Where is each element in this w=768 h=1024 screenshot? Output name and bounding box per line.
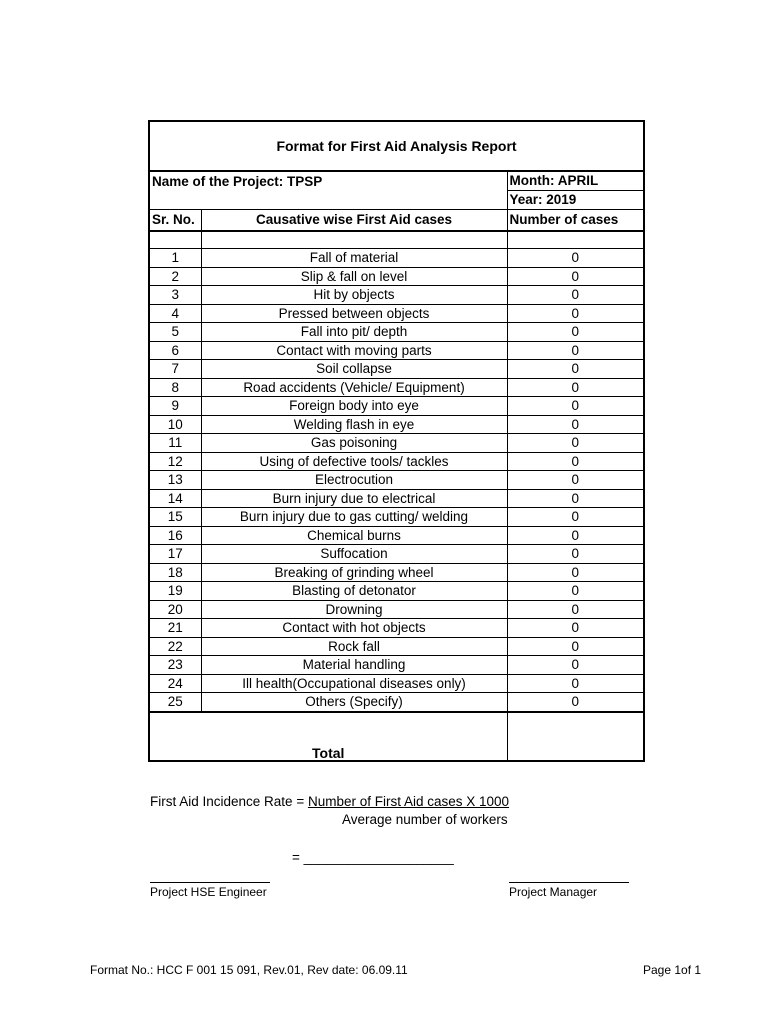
row-cause: Burn injury due to gas cutting/ welding — [201, 508, 507, 527]
row-cause: Soil collapse — [201, 360, 507, 379]
table-row — [149, 249, 644, 268]
row-count: 0 — [507, 323, 644, 342]
total-row — [149, 712, 644, 761]
incidence-rate-formula — [150, 794, 509, 809]
report-month: Month: APRIL — [507, 171, 644, 191]
row-count: 0 — [507, 600, 644, 619]
row-count: 0 — [507, 545, 644, 564]
row-sr-no: 23 — [149, 656, 201, 675]
table-row — [149, 341, 644, 360]
row-sr-no: 24 — [149, 674, 201, 693]
row-cause: Fall of material — [201, 249, 507, 268]
total-label: Total — [149, 712, 507, 761]
row-count: 0 — [507, 582, 644, 601]
row-count: 0 — [507, 693, 644, 712]
table-row — [149, 489, 644, 508]
report-year: Year: 2019 — [507, 191, 644, 210]
row-count: 0 — [507, 508, 644, 527]
row-count: 0 — [507, 674, 644, 693]
format-number: Format No.: HCC F 001 15 091, Rev.01, Rev date: 06.09.11 — [90, 963, 408, 977]
row-sr-no: 21 — [149, 619, 201, 638]
row-cause: Others (Specify) — [201, 693, 507, 712]
row-count: 0 — [507, 304, 644, 323]
row-sr-no: 16 — [149, 526, 201, 545]
first-aid-report-table — [148, 120, 645, 762]
table-row — [149, 267, 644, 286]
row-count: 0 — [507, 378, 644, 397]
hse-signature-line — [150, 882, 270, 883]
row-count: 0 — [507, 397, 644, 416]
row-sr-no: 3 — [149, 286, 201, 305]
row-count: 0 — [507, 415, 644, 434]
row-sr-no: 15 — [149, 508, 201, 527]
table-row — [149, 619, 644, 638]
table-row — [149, 434, 644, 453]
header-sr-no: Sr. No. — [149, 210, 201, 232]
report-title: Format for First Aid Analysis Report — [149, 121, 644, 171]
page-number: Page 1of 1 — [643, 963, 702, 977]
table-row — [149, 582, 644, 601]
table-row — [149, 471, 644, 490]
table-row — [149, 360, 644, 379]
project-manager-label: Project Manager — [509, 885, 598, 899]
row-sr-no: 4 — [149, 304, 201, 323]
row-count: 0 — [507, 489, 644, 508]
row-cause: Rock fall — [201, 637, 507, 656]
formula-denominator: Average number of workers — [342, 812, 508, 827]
row-count: 0 — [507, 619, 644, 638]
row-cause: Foreign body into eye — [201, 397, 507, 416]
row-sr-no: 5 — [149, 323, 201, 342]
row-cause: Ill health(Occupational diseases only) — [201, 674, 507, 693]
row-count: 0 — [507, 267, 644, 286]
row-sr-no: 19 — [149, 582, 201, 601]
row-sr-no: 14 — [149, 489, 201, 508]
row-cause: Material handling — [201, 656, 507, 675]
table-row — [149, 397, 644, 416]
table-row — [149, 656, 644, 675]
row-sr-no: 1 — [149, 249, 201, 268]
total-value — [507, 712, 644, 761]
row-cause: Hit by objects — [201, 286, 507, 305]
row-cause: Fall into pit/ depth — [201, 323, 507, 342]
row-count: 0 — [507, 563, 644, 582]
row-sr-no: 20 — [149, 600, 201, 619]
row-count: 0 — [507, 637, 644, 656]
row-cause: Contact with moving parts — [201, 341, 507, 360]
row-cause: Road accidents (Vehicle/ Equipment) — [201, 378, 507, 397]
table-row — [149, 452, 644, 471]
row-sr-no: 6 — [149, 341, 201, 360]
row-cause: Using of defective tools/ tackles — [201, 452, 507, 471]
row-sr-no: 22 — [149, 637, 201, 656]
row-sr-no: 13 — [149, 471, 201, 490]
row-count: 0 — [507, 452, 644, 471]
row-cause: Suffocation — [201, 545, 507, 564]
row-cause: Blasting of detonator — [201, 582, 507, 601]
row-cause: Contact with hot objects — [201, 619, 507, 638]
row-count: 0 — [507, 434, 644, 453]
formula-numerator: Number of First Aid cases X 1000 — [307, 794, 510, 809]
table-row — [149, 526, 644, 545]
row-cause: Gas poisoning — [201, 434, 507, 453]
row-sr-no: 8 — [149, 378, 201, 397]
row-sr-no: 2 — [149, 267, 201, 286]
table-row — [149, 674, 644, 693]
table-row — [149, 508, 644, 527]
row-cause: Slip & fall on level — [201, 267, 507, 286]
row-cause: Pressed between objects — [201, 304, 507, 323]
row-cause: Burn injury due to electrical — [201, 489, 507, 508]
table-row — [149, 286, 644, 305]
row-sr-no: 12 — [149, 452, 201, 471]
table-row — [149, 563, 644, 582]
row-sr-no: 9 — [149, 397, 201, 416]
row-cause: Welding flash in eye — [201, 415, 507, 434]
row-sr-no: 25 — [149, 693, 201, 712]
project-name: Name of the Project: TPSP — [149, 171, 507, 210]
row-count: 0 — [507, 249, 644, 268]
row-cause: Electrocution — [201, 471, 507, 490]
header-cause: Causative wise First Aid cases — [201, 210, 507, 232]
row-sr-no: 7 — [149, 360, 201, 379]
table-row — [149, 304, 644, 323]
row-cause: Drowning — [201, 600, 507, 619]
table-row — [149, 637, 644, 656]
row-sr-no: 18 — [149, 563, 201, 582]
row-count: 0 — [507, 656, 644, 675]
row-count: 0 — [507, 341, 644, 360]
row-count: 0 — [507, 286, 644, 305]
row-sr-no: 11 — [149, 434, 201, 453]
table-row — [149, 693, 644, 712]
row-count: 0 — [507, 471, 644, 490]
pm-signature-line — [509, 882, 629, 883]
row-count: 0 — [507, 360, 644, 379]
table-row — [149, 600, 644, 619]
hse-engineer-label: Project HSE Engineer — [150, 885, 267, 899]
formula-result-line: = ____________________ — [292, 850, 454, 865]
row-sr-no: 10 — [149, 415, 201, 434]
header-count: Number of cases — [507, 210, 644, 232]
formula-label: First Aid Incidence Rate = — [150, 794, 308, 809]
row-cause: Chemical burns — [201, 526, 507, 545]
table-row — [149, 415, 644, 434]
row-cause: Breaking of grinding wheel — [201, 563, 507, 582]
row-sr-no: 17 — [149, 545, 201, 564]
blank-row — [149, 231, 644, 249]
table-row — [149, 323, 644, 342]
table-row — [149, 378, 644, 397]
row-count: 0 — [507, 526, 644, 545]
table-row — [149, 545, 644, 564]
